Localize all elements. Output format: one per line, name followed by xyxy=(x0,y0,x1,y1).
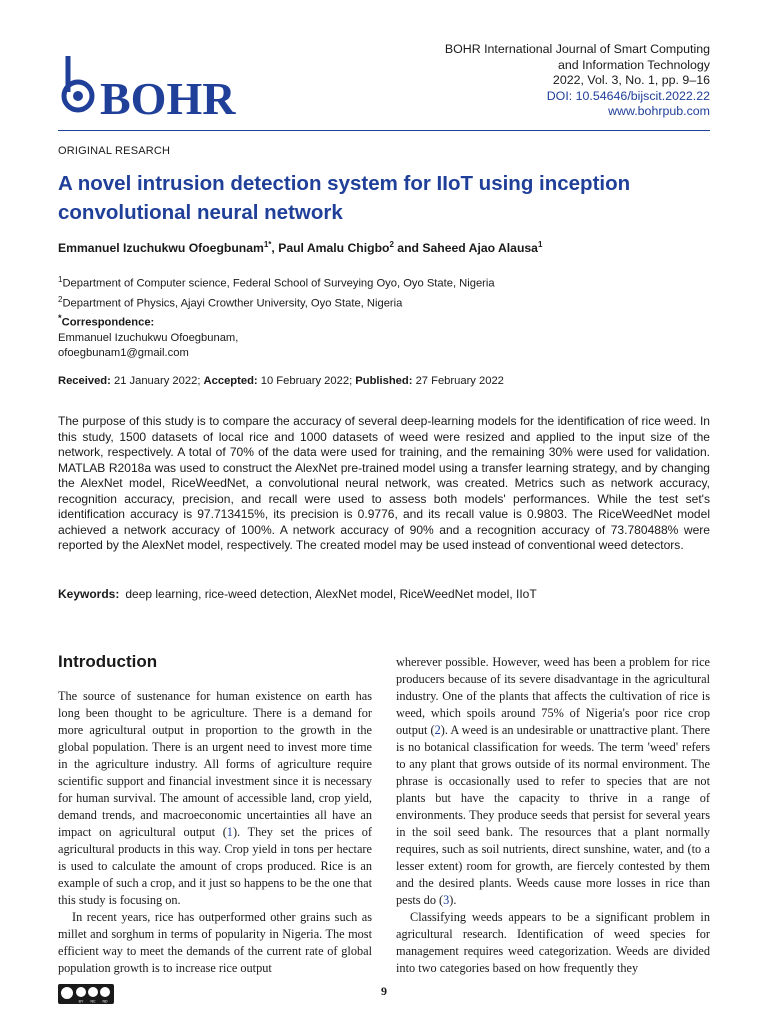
cc-license-badge xyxy=(58,984,114,1004)
published-label: Published: xyxy=(355,375,413,387)
logo-text: BOHR xyxy=(100,73,236,122)
affiliation-2-num: 2 xyxy=(58,294,63,304)
doi-link[interactable]: DOI: 10.54646/bijscit.2022.22 xyxy=(546,88,710,103)
author-list xyxy=(58,240,542,255)
citation-link[interactable]: 2 xyxy=(434,723,441,737)
affiliation-2 xyxy=(58,292,495,312)
keywords-text: deep learning, rice-weed detection, AlexNet model, RiceWeedNet model, IIoT xyxy=(125,587,537,601)
author-2: , Paul Amalu Chigbo xyxy=(271,241,390,256)
keywords xyxy=(58,587,537,601)
citation-link[interactable]: 3 xyxy=(443,893,450,907)
nc-icon xyxy=(88,987,98,997)
received-date: 21 January 2022; xyxy=(110,375,204,387)
by-label: BY xyxy=(78,999,84,1004)
section-heading-introduction: Introduction xyxy=(58,652,158,671)
received-label: Received: xyxy=(58,375,111,387)
intro-p1-text-b: ). They set the prices of agricultural products in this way. Crop yield in tons per hectare is used to calculate the amount of crops produced. Rice is an example of such a crop, and it just so happens to be the one that this study is focusing on. xyxy=(58,825,372,907)
author-3-affil: 1 xyxy=(537,240,543,249)
body-column-right xyxy=(396,654,710,977)
journal-info xyxy=(445,42,710,120)
affiliations xyxy=(58,272,495,311)
abstract: The purpose of this study is to compare the accuracy of several deep-learning models for the identification of rice weed. In this study, 1500 datasets of local rice and 1000 datasets of weed were resized and applied to the input size of the network, respectively. A total of 70% of the data were used for training, and the remaining 30% were used for validation. MATLAB R2018a was used to construct the AlexNet pre-trained model using a transfer learning strategy, and by changing the AlexNet model, RiceWeedNet, a convolutional neural network, was created. Metrics such as network accuracy, recognition accuracy, precision, and recall were used to assess both models' performances. While the test set's identification accuracy is 97.713415%, its precision is 0.9776, and its recall value is 0.9803. The RiceWeedNet model achieved a network accuracy of 100%. A network accuracy of 90% and a recognition accuracy of 73.780488% were reported by the AlexNet model, respectively. The created model may be used instead of conventional weed detectors. xyxy=(58,414,710,552)
journal-issue: 2022, Vol. 3, No. 1, pp. 9–16 xyxy=(552,73,710,87)
intro-paragraph-4: Classifying weeds appears to be a significant problem in agricultural research. Identification of weed species for management requires weed categorization. Weeds are divided into two categories based on how frequently they xyxy=(396,910,710,975)
published-date: 27 February 2022 xyxy=(412,375,504,387)
author-2-affil: 2 xyxy=(389,240,394,249)
affiliation-2-text: Department of Physics, Ajayi Crowther University, Oyo State, Nigeria xyxy=(62,297,403,310)
journal-name-line1: BOHR International Journal of Smart Computing xyxy=(444,42,710,56)
author-1: Emmanuel Izuchukwu Ofoegbunam xyxy=(58,241,264,256)
nd-icon xyxy=(100,987,110,997)
keywords-label: Keywords: xyxy=(58,587,120,601)
nd-label: ND xyxy=(102,999,108,1004)
correspondence-email[interactable]: ofoegbunam1@gmail.com xyxy=(58,346,189,359)
correspondence-star: * xyxy=(58,313,62,323)
intro-paragraph-2: In recent years, rice has outperformed other grains such as millet and sorghum in terms of popularity in Nigeria. The most efficient way to meet the demands of the current rate of global population growth is to increase rice output xyxy=(58,910,372,975)
website-link[interactable]: www.bohrpub.com xyxy=(608,104,710,118)
intro-p3-text-a: wherever possible. However, weed has been a problem for rice producers because of its severe disadvantage in the agricultural industry. One of the plants that affects the cultivation of rice is weed, which spoils around 75% of Nigeria's poor rice crop output ( xyxy=(396,655,710,737)
affiliation-1 xyxy=(58,272,495,292)
header-divider xyxy=(58,130,710,131)
accepted-date: 10 February 2022; xyxy=(257,375,356,387)
correspondence-label: Correspondence: xyxy=(61,316,155,329)
correspondence-name: Emmanuel Izuchukwu Ofoegbunam, xyxy=(58,331,239,344)
nc-label: NC xyxy=(90,999,96,1004)
intro-paragraph-3 xyxy=(396,654,710,909)
body-column-left xyxy=(58,688,372,977)
by-icon xyxy=(76,987,86,997)
accepted-label: Accepted: xyxy=(203,375,258,387)
correspondence xyxy=(58,311,238,361)
author-3: and Saheed Ajao Alausa xyxy=(393,241,538,256)
page-number: 9 xyxy=(381,984,387,998)
affiliation-1-text: Department of Computer science, Federal School of Surveying Oyo, Oyo State, Nigeria xyxy=(62,277,495,290)
citation-link[interactable]: 1 xyxy=(226,825,233,839)
article-type: ORIGINAL RESARCH xyxy=(58,145,171,157)
bohr-logo xyxy=(58,52,288,122)
intro-p1-text-a: The source of sustenance for human existence on earth has long been thought to be agriculture. There is a demand for more agricultural output in proportion to the growth in the global population. There is an urgent need to invest more time in the agriculture industry. All forms of agriculture require scientific support and financial investment since it is necessary for human survival. The amount of accessible land, crop yield, demand trends, and macroeconomic uncertainties all have an impact on agricultural output ( xyxy=(58,689,372,839)
logo-mark-dot xyxy=(73,91,83,101)
intro-paragraph-1 xyxy=(58,688,372,909)
paper-title: A novel intrusion detection system for IIoT using inception convolutional neural network xyxy=(58,172,631,224)
intro-p3-text-c: ). xyxy=(449,893,457,907)
journal-name-line2: and Information Technology xyxy=(557,57,710,72)
intro-p3-text-b: ). A weed is an undesirable or unattractive plant. There is no botanical classification for weeds. The term 'weed' refers to any plant that grows outside of its normal environment. The phrase is occasionally used to refer to species that are not plants but have the capacity to thrive in a range of environments. They produce seeds that persist for several years in the soil seed bank. The resources that a plant normally requires, such as soil nutrients, direct sunshine, water, and (to a lesser extent) room for growth, are fiercely contested by them and the desired plants. Weeds cause more losses in rice than pests do ( xyxy=(396,723,710,907)
publication-dates xyxy=(58,375,504,387)
cc-icon xyxy=(61,987,74,1000)
author-1-affil: 1* xyxy=(263,240,272,249)
affiliation-1-num: 1 xyxy=(58,275,63,284)
correspondence-heading xyxy=(58,311,238,331)
